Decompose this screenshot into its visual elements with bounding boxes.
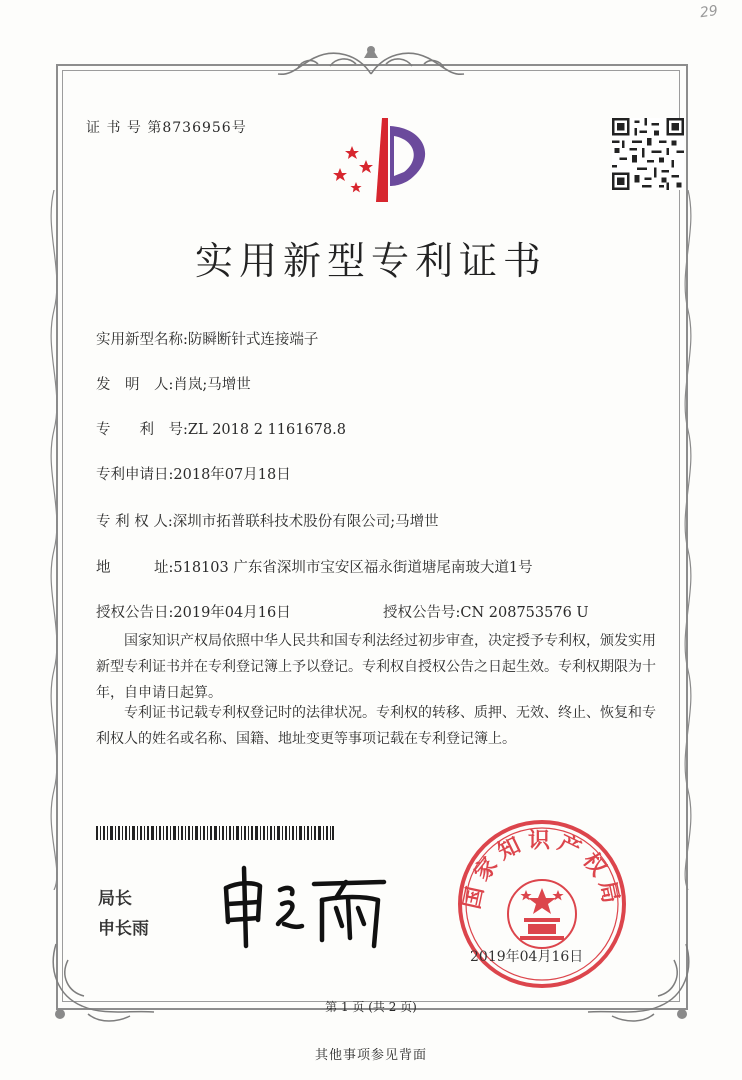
grant-date-label: 授权公告日: [96, 605, 174, 621]
filing-date-value: 2018年07月18日 [173, 467, 291, 483]
inventor-value: 肖岚;马增世 [173, 377, 251, 393]
right-side-ornament [676, 190, 702, 890]
address-row [96, 556, 533, 577]
left-side-ornament [40, 190, 66, 890]
statement-paragraph-2: 专利证书记载专利权登记时的法律状况。专利权的转移、质押、无效、终止、恢复和专利权人的姓名或名称、国籍、地址变更等事项记载在专利登记簿上。 [96, 705, 656, 747]
director-title: 局长 [98, 889, 132, 909]
director-signature [218, 860, 388, 950]
statement-paragraph-1: 国家知识产权局依照中华人民共和国专利法经过初步审查，决定授予专利权，颁发实用新型专利证书并在专利登记簿上予以登记。专利权自授权公告之日起生效。专利权期限为十年，自申请日起算。 [96, 633, 656, 701]
qr-code [612, 118, 684, 190]
grant-number-label: 授权公告号: [383, 605, 461, 621]
patentee-row [96, 510, 439, 531]
patent-number-row [96, 418, 346, 439]
seal-date: 2019年04月16日 [470, 949, 584, 965]
filing-date-label: 专利申请日: [96, 467, 174, 483]
corner-handwritten-note: 29 [699, 2, 720, 22]
grant-date-row [96, 601, 291, 622]
footer-note: 其他事项参见背面 [314, 1048, 427, 1063]
utility-model-name-value: 防瞬断针式连接端子 [187, 332, 319, 348]
grant-number-value: CN 208753576 U [460, 605, 589, 621]
page-number: 第 1 页 (共 2 页) [325, 1000, 417, 1014]
inventor-label: 发 明 人: [96, 377, 174, 393]
cnipa-logo [332, 116, 440, 206]
patent-number-label: 专 利 号: [96, 422, 188, 438]
grant-number-row [383, 601, 589, 622]
utility-model-name-label: 实用新型名称: [96, 332, 188, 348]
barcode [96, 826, 334, 840]
inventor-row [96, 373, 251, 394]
top-ornament [270, 40, 472, 84]
director-name: 申长雨 [98, 919, 149, 939]
seal-text: 国家知识产权局 [459, 828, 625, 912]
utility-model-name-row [96, 328, 318, 349]
patentee-value: 深圳市拓普联科技术股份有限公司;马增世 [172, 514, 439, 530]
bottom-left-ornament [38, 940, 158, 1030]
certificate-number: 证 书 号 第8736956号 [86, 120, 247, 136]
patent-number-value: ZL 2018 2 1161678.8 [187, 422, 346, 438]
certificate-title: 实用新型专利证书 [194, 239, 547, 283]
patentee-label: 专 利 权 人: [96, 514, 173, 530]
filing-date-row [96, 463, 291, 484]
address-value: 518103 广东省深圳市宝安区福永街道塘尾南玻大道1号 [173, 560, 533, 576]
address-label: 地 址: [96, 560, 174, 576]
grant-date-value: 2019年04月16日 [173, 605, 291, 621]
